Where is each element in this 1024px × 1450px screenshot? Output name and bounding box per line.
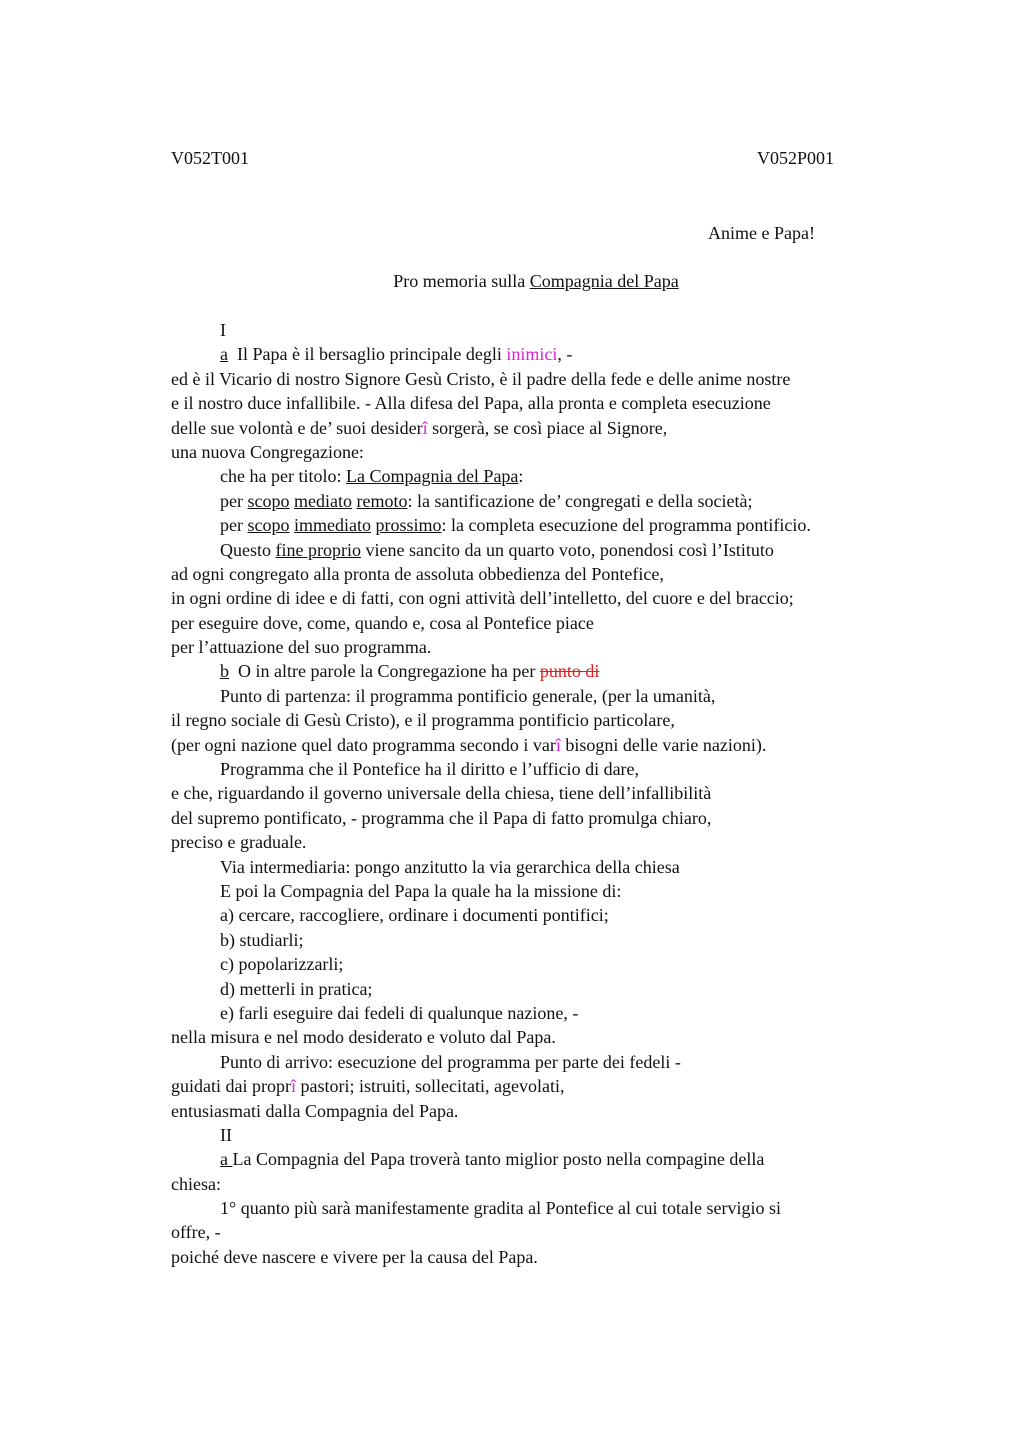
text-span: che ha per titolo: — [220, 466, 346, 487]
document-code-left: V052T001 — [171, 148, 249, 168]
text-span: (per ogni nazione quel dato programma secondo i var — [171, 734, 556, 755]
section-1b-line-12: Punto di arrivo: esecuzione del programma per parte dei fedeli - — [220, 1051, 681, 1072]
section-1b-line-7: del supremo pontificato, - programma che il Papa di fatto promulga chiaro, — [171, 807, 712, 828]
section-1a-marker: a — [220, 344, 228, 365]
underlined-term: mediato — [293, 490, 352, 511]
section-1a-line-11: in ogni ordine di idee e di fatti, con ogni attività dell’intelletto, del cuore e del braccio; — [171, 588, 794, 609]
section-1a-line-12: per eseguire dove, come, quando e, cosa al Pontefice piace — [171, 612, 594, 633]
section-1b-marker: b — [220, 661, 229, 682]
title-underlined: Compagnia del Papa — [529, 271, 679, 291]
underlined-term: fine proprio — [275, 539, 361, 560]
section-1a-line-5: una nuova Congregazione: — [171, 441, 364, 462]
pink-mark: î — [555, 734, 561, 755]
text-span: : la completa esecuzione del programma pontificio. — [441, 515, 811, 536]
section-2a-marker: a — [220, 1149, 233, 1170]
text-span: , - — [557, 344, 573, 365]
section-1b-line-11: nella misura e nel modo desiderato e voluto dal Papa. — [171, 1027, 556, 1048]
list-item: c) popolarizzarli; — [220, 954, 344, 975]
text-span: : — [518, 466, 524, 487]
page-title — [0, 270, 1024, 292]
underlined-term: scopo — [247, 490, 290, 511]
section-1b-line-14: entusiasmati dalla Compagnia del Papa. — [171, 1100, 459, 1121]
section-2a-line-3: 1° quanto più sarà manifestamente gradita al Pontefice al cui totale servigio si — [220, 1198, 782, 1219]
underlined-term: immediato — [293, 515, 371, 536]
section-2-numeral: II — [220, 1124, 232, 1145]
pink-mark: î — [290, 1076, 296, 1097]
list-item: a) cercare, raccogliere, ordinare i documenti pontifici; — [220, 905, 609, 926]
section-1b-line-9: Via intermediaria: pongo anzitutto la via gerarchica della chiesa — [220, 856, 680, 877]
text-span: per — [220, 490, 248, 511]
text-span: Il Papa è il bersaglio principale degli — [237, 344, 507, 365]
text-span: La Compagnia del Papa troverà tanto miglior posto nella compagine della — [232, 1149, 765, 1170]
text-span: guidati dai propr — [171, 1076, 291, 1097]
underlined-term: La Compagnia del Papa — [345, 466, 519, 487]
section-2a-line-1 — [171, 1147, 931, 1171]
text-span: sorgerà, se così piace al Signore, — [427, 417, 668, 438]
document-code-right: V052P001 — [757, 148, 835, 168]
underlined-term: remoto — [356, 490, 408, 511]
text-span: viene sancito da un quarto voto, ponendosi così l’Istituto — [360, 539, 774, 560]
text-span: delle sue volontà e de’ suoi desider — [171, 417, 423, 438]
list-item: d) metterli in pratica; — [220, 978, 373, 999]
text-span: pastori; istruiti, sollecitati, agevolati, — [296, 1076, 565, 1097]
pink-mark: î — [422, 417, 428, 438]
list-item: e) farli eseguire dai fedeli di qualunque nazione, - — [220, 1002, 579, 1023]
text-span: per — [220, 515, 248, 536]
section-1a-line-9 — [171, 538, 931, 562]
section-1a-line-13: per l’attuazione del suo programma. — [171, 637, 432, 658]
section-1b-line-6: e che, riguardando il governo universale della chiesa, tiene dell’infallibilità — [171, 783, 712, 804]
section-1a-line-2: ed è il Vicario di nostro Signore Gesù Cristo, è il padre della fede e delle anime nostre — [171, 368, 791, 389]
section-1b-line-4 — [171, 733, 931, 757]
section-1b-line-13 — [171, 1074, 931, 1098]
struck-text: punto di — [539, 661, 600, 682]
motto: Anime e Papa! — [708, 223, 815, 243]
section-1a-line-3: e il nostro duce infallibile. - Alla difesa del Papa, alla pronta e completa esecuzione — [171, 393, 771, 414]
section-1b-line-1 — [171, 659, 931, 683]
section-1a-line-4 — [171, 416, 931, 440]
section-1a-line-8 — [171, 513, 931, 537]
section-1b-line-10: E poi la Compagnia del Papa la quale ha la missione di: — [220, 880, 622, 901]
underlined-term: prossimo — [375, 515, 442, 536]
list-item: b) studiarli; — [220, 929, 304, 950]
section-1a-line-10: ad ogni congregato alla pronta de assoluta obbedienza del Pontefice, — [171, 563, 664, 584]
section-1a-line-6 — [171, 464, 931, 488]
section-1b-line-2: Punto di partenza: il programma pontificio generale, (per la umanità, — [220, 685, 716, 706]
text-span: bisogni delle varie nazioni). — [560, 734, 767, 755]
text-span: Questo — [220, 539, 276, 560]
section-2a-line-2: chiesa: — [171, 1173, 221, 1194]
section-2a-line-5: poiché deve nascere e vivere per la causa del Papa. — [171, 1246, 538, 1267]
section-1b-line-5: Programma che il Pontefice ha il diritto e l’ufficio di dare, — [220, 759, 640, 780]
section-1a-line-7 — [171, 489, 931, 513]
underlined-term: scopo — [247, 515, 290, 536]
section-1a-line-1 — [171, 342, 931, 366]
section-2a-line-4: offre, - — [171, 1222, 221, 1243]
document-body — [171, 318, 931, 1269]
pink-word: inimici — [506, 344, 558, 365]
text-span: : la santificazione de’ congregati e della società; — [407, 490, 753, 511]
text-span: O in altre parole la Congregazione ha per — [238, 661, 540, 682]
title-prefix: Pro memoria sulla — [393, 271, 530, 291]
section-1b-line-8: preciso e graduale. — [171, 832, 307, 853]
section-1-numeral: I — [220, 320, 226, 340]
section-1b-line-3: il regno sociale di Gesù Cristo), e il programma pontificio particolare, — [171, 710, 675, 731]
